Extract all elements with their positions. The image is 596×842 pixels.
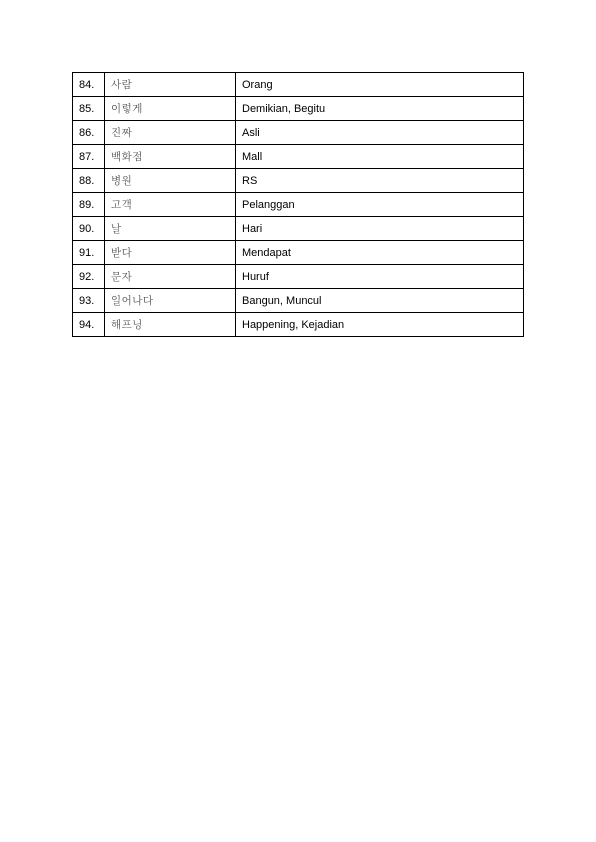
indonesian-meaning: RS [236,169,524,193]
indonesian-meaning: Mendapat [236,241,524,265]
korean-word: 문자 [105,265,236,289]
indonesian-meaning: Orang [236,73,524,97]
korean-word: 날 [105,217,236,241]
indonesian-meaning: Pelanggan [236,193,524,217]
table-row [73,193,524,217]
table-row [73,73,524,97]
indonesian-meaning: Bangun, Muncul [236,289,524,313]
indonesian-meaning: Asli [236,121,524,145]
row-number: 87. [73,145,105,169]
row-number: 90. [73,217,105,241]
korean-word: 진짜 [105,121,236,145]
table-row [73,289,524,313]
indonesian-meaning: Huruf [236,265,524,289]
korean-word: 사람 [105,73,236,97]
korean-word: 해프닝 [105,313,236,337]
table-row [73,169,524,193]
row-number: 93. [73,289,105,313]
row-number: 91. [73,241,105,265]
indonesian-meaning: Happening, Kejadian [236,313,524,337]
korean-word: 받다 [105,241,236,265]
korean-word: 병원 [105,169,236,193]
row-number: 88. [73,169,105,193]
indonesian-meaning: Mall [236,145,524,169]
row-number: 89. [73,193,105,217]
table-row [73,121,524,145]
table-row [73,313,524,337]
korean-word: 고객 [105,193,236,217]
korean-word: 일어나다 [105,289,236,313]
table-row [73,241,524,265]
indonesian-meaning: Demikian, Begitu [236,97,524,121]
table-row [73,217,524,241]
table-row [73,145,524,169]
indonesian-meaning: Hari [236,217,524,241]
korean-word: 이렇게 [105,97,236,121]
row-number: 84. [73,73,105,97]
row-number: 92. [73,265,105,289]
korean-word: 백화점 [105,145,236,169]
row-number: 86. [73,121,105,145]
vocabulary-table [72,72,524,337]
row-number: 94. [73,313,105,337]
table-row [73,265,524,289]
row-number: 85. [73,97,105,121]
table-row [73,97,524,121]
